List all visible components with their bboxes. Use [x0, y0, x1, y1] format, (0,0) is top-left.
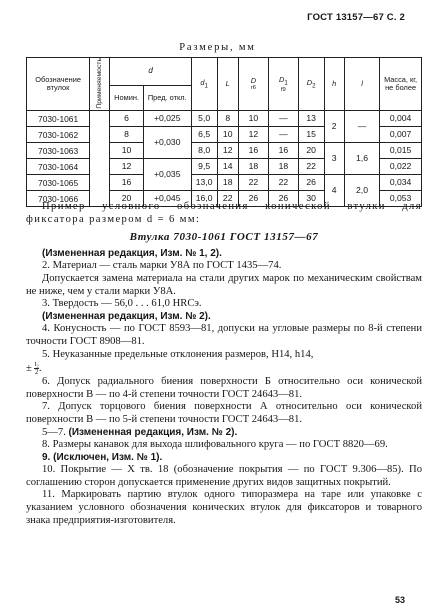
col-mass: Масса, кг, не более — [380, 58, 422, 111]
cell-mass: 0,015 — [380, 143, 422, 159]
cell-d: 16 — [110, 175, 143, 191]
cell-deviation: +0,045 — [143, 191, 191, 207]
cell-mass: 0,053 — [380, 191, 422, 207]
plus-minus: ± — [26, 363, 32, 375]
cell-d: 6 — [110, 111, 143, 127]
cell-D2: 15 — [298, 127, 324, 143]
item-4: 4. Конусность — по ГОСТ 8593—81, допуски на угловые размеры по 8-й степени точности ГОСТ 8908—81. — [26, 323, 422, 347]
cell-deviation: +0,025 — [143, 111, 191, 127]
cell-d1: 16,0 — [191, 191, 217, 207]
cell-d1: 9,5 — [191, 159, 217, 175]
col-d-deviation: Пред. откл. — [143, 85, 191, 111]
cell-mass: 0,007 — [380, 127, 422, 143]
cell-designation: 7030-1061 — [27, 111, 90, 127]
col-D: D r6 — [238, 58, 268, 111]
cell-L: 10 — [217, 127, 238, 143]
cell-D: 18 — [238, 159, 268, 175]
col-h: h — [324, 58, 344, 111]
cell-D2: 13 — [298, 111, 324, 127]
cell-L: 12 — [217, 143, 238, 159]
table-row — [27, 143, 422, 159]
cell-D2: 20 — [298, 143, 324, 159]
page-number: 53 — [394, 595, 405, 605]
cell-applicability — [90, 111, 110, 207]
cell-D: 12 — [238, 127, 268, 143]
cell-L: 22 — [217, 191, 238, 207]
cell-L: 8 — [217, 111, 238, 127]
tolerance-fraction: $\frac{\text{t₂}}{2}$ — [34, 360, 39, 377]
cell-D: 10 — [238, 111, 268, 127]
cell-d1: 8,0 — [191, 143, 217, 159]
item-3: 3. Твердость — 56,0 . . . 61,0 HRCэ. — [42, 298, 202, 310]
col-d-nominal: Номин. — [110, 85, 143, 111]
cell-d: 12 — [110, 159, 143, 175]
item-11: 11. Маркировать партию втулок одного типоразмера на таре или упаковке с указанием условного обозначения конических втулок для фиксаторов и товарного знака предприятия-изготовителя. — [26, 489, 422, 526]
cell-D: 26 — [238, 191, 268, 207]
cell-D1: 18 — [268, 159, 298, 175]
cell-h: 3 — [324, 143, 344, 175]
col-designation: Обозначение втулок — [27, 58, 90, 111]
example-designation: Втулка 7030-1061 ГОСТ 13157—67 — [129, 231, 319, 244]
item-2b: Допускается замена материала на стали других марок по механическим свойствам не ниже, чем у стали марки У8А. — [26, 272, 422, 297]
item-9: 9. (Исключен, Изм. № 1). — [42, 451, 163, 463]
table-row — [27, 175, 422, 191]
cell-d1: 5,0 — [191, 111, 217, 127]
revision-note: (Измененная редакция, Изм. № 1, 2). — [42, 247, 222, 259]
cell-l: — — [344, 111, 379, 143]
item-10: 10. Покрытие — Х тв. 18 (обозначение покрытия — по ГОСТ 9.306—85). По соглашению сторон допускается применение других видов защитных покрытий. — [26, 464, 422, 488]
cell-D2: 22 — [298, 159, 324, 175]
col-D1: $D_1$ f9 — [268, 58, 298, 111]
cell-D1: 22 — [268, 175, 298, 191]
cell-D: 16 — [238, 143, 268, 159]
cell-designation: 7030-1064 — [27, 159, 90, 175]
item-2: 2. Материал — сталь марки У8А по ГОСТ 1435—74. — [42, 260, 282, 272]
cell-designation: 7030-1065 — [27, 175, 90, 191]
cell-D2: 26 — [298, 175, 324, 191]
cell-deviation: +0,030 — [143, 127, 191, 159]
example-intro: Пример условного обозначения конической втулки для фиксатора размером d = 6 мм: — [26, 201, 422, 225]
col-D2: $D_2$ — [298, 58, 324, 111]
cell-mass: 0,004 — [380, 111, 422, 127]
cell-mass: 0,022 — [380, 159, 422, 175]
cell-designation: 7030-1063 — [27, 143, 90, 159]
cell-D2: 30 — [298, 191, 324, 207]
cell-D1: 26 — [268, 191, 298, 207]
cell-d1: 13,0 — [191, 175, 217, 191]
cell-D1: — — [268, 111, 298, 127]
cell-mass: 0,034 — [380, 175, 422, 191]
cell-designation: 7030-1062 — [27, 127, 90, 143]
cell-d1: 6,5 — [191, 127, 217, 143]
col-l: l — [344, 58, 379, 111]
cell-l: 2,0 — [344, 175, 379, 207]
item-8: 8. Размеры канавок для выхода шлифовального круга — по ГОСТ 8820—69. — [42, 439, 388, 451]
cell-h: 2 — [324, 111, 344, 143]
item-5: 5. Неуказанные предельные отклонения размеров, H14, h14, — [42, 348, 314, 360]
revision-note: (Измененная редакция, Изм. № 2). — [42, 310, 211, 322]
col-L: L — [217, 58, 238, 111]
cell-L: 14 — [217, 159, 238, 175]
cell-D: 22 — [238, 175, 268, 191]
cell-d: 8 — [110, 127, 143, 143]
col-d-group: d — [110, 58, 191, 86]
dimensions-table — [26, 57, 422, 207]
item-7: 7. Допуск торцового биения поверхности А относительно оси конической поверхности В — по 5-й степени точности ГОСТ 24643—81. — [26, 401, 422, 425]
cell-deviation: +0,035 — [143, 159, 191, 191]
table-caption: Размеры, мм — [179, 42, 256, 53]
cell-d: 10 — [110, 143, 143, 159]
body-text — [26, 201, 422, 527]
revision-note: 5—7. (Измененная редакция, Изм. № 2). — [42, 426, 238, 438]
cell-designation: 7030-1066 — [27, 191, 90, 207]
page-header: ГОСТ 13157—67 С. 2 — [307, 12, 405, 23]
table-row — [27, 111, 422, 127]
cell-l: 1,6 — [344, 143, 379, 175]
cell-d: 20 — [110, 191, 143, 207]
col-applicability: Применяемость — [90, 58, 110, 111]
cell-h: 4 — [324, 175, 344, 207]
item-5-tolerance: ± $\frac{\text{t₂}}{2}$ . — [26, 360, 42, 377]
col-d1: $d_1$ — [191, 58, 217, 111]
item-6: 6. Допуск радиального биения поверхности Б относительно оси конической поверхности В — по 4-й степени точности ГОСТ 24643—81. — [26, 376, 422, 400]
cell-D1: — — [268, 127, 298, 143]
cell-D1: 16 — [268, 143, 298, 159]
cell-L: 18 — [217, 175, 238, 191]
